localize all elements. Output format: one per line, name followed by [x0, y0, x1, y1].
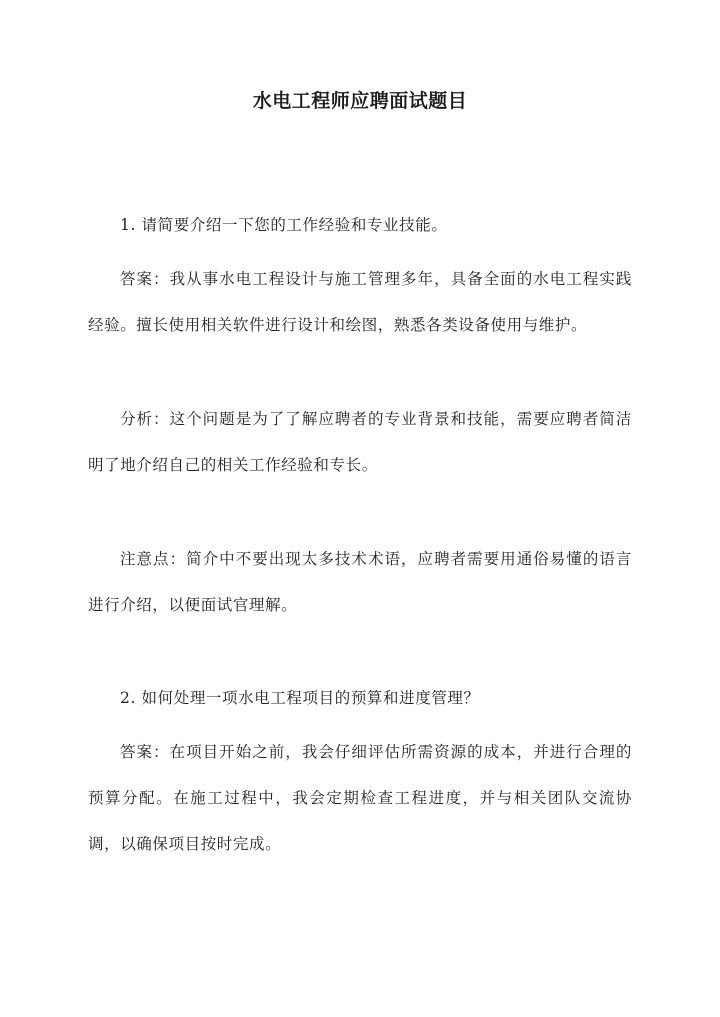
- question-2: 2. 如何处理一项水电工程项目的预算和进度管理？: [120, 688, 480, 707]
- document-title: 水电工程师应聘面试题目: [252, 90, 468, 112]
- question-1: 1. 请简要介绍一下您的工作经验和专业技能。: [120, 215, 448, 234]
- note-1: 注意点：简介中不要出现太多技术术语，应聘者需要用通俗易懂的语言进行介绍，以便面试官理解。: [88, 549, 632, 614]
- answer-2: 答案：在项目开始之前，我会仔细评估所需资源的成本，并进行合理的预算分配。在施工过程中，我会定期检查工程进度，并与相关团队交流协调，以确保项目按时完成。: [88, 742, 632, 853]
- answer-1: 答案：我从事水电工程设计与施工管理多年，具备全面的水电工程实践经验。擅长使用相关软件进行设计和绘图，熟悉各类设备使用与维护。: [88, 269, 632, 334]
- analysis-1: 分析：这个问题是为了了解应聘者的专业背景和技能，需要应聘者简洁明了地介绍自己的相关工作经验和专长。: [88, 409, 632, 474]
